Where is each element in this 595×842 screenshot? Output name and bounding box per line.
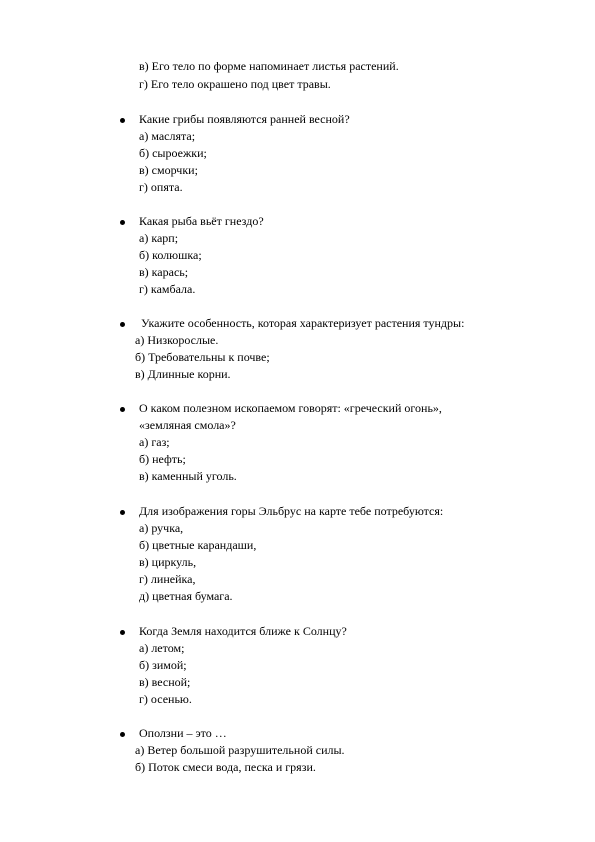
question-7-option-a: а) Ветер большой разрушительной силы. [135, 743, 345, 757]
bullet-icon [120, 510, 125, 515]
bullet-icon [120, 732, 125, 737]
question-6-option-a: а) летом; [139, 641, 185, 655]
question-4-option-c: в) каменный уголь. [139, 469, 237, 483]
question-2-option-a: а) карп; [139, 231, 179, 245]
question-3-text: Укажите особенность, которая характеризует растения тундры: [141, 316, 465, 330]
intro-line-2: г) Его тело окрашено под цвет травы. [139, 77, 331, 91]
question-4-text-line-2: «земляная смола»? [139, 418, 236, 432]
intro-line-1: в) Его тело по форме напоминает листья растений. [139, 59, 399, 73]
question-2-text: Какая рыба вьёт гнездо? [139, 214, 264, 228]
question-3-option-b: б) Требовательны к почве; [135, 350, 270, 364]
question-5-option-d: г) линейка, [139, 572, 196, 586]
question-5-option-b: б) цветные карандаши, [139, 538, 257, 552]
question-2-option-d: г) камбала. [139, 282, 196, 296]
question-3-option-c: в) Длинные корни. [135, 367, 231, 381]
question-4-option-a: а) газ; [139, 435, 170, 449]
question-7-text: Оползни – это … [139, 726, 227, 740]
bullet-icon [120, 118, 125, 123]
question-5-option-e: д) цветная бумага. [139, 589, 233, 603]
question-6-option-c: в) весной; [139, 675, 191, 689]
bullet-icon [120, 630, 125, 635]
question-5-text: Для изображения горы Эльбрус на карте тебе потребуются: [139, 504, 444, 518]
question-7-option-b: б) Поток смеси вода, песка и грязи. [135, 760, 316, 774]
question-4-text-line-1: О каком полезном ископаемом говорят: «греческий огонь», [139, 401, 442, 415]
question-1-option-c: в) сморчки; [139, 163, 198, 177]
question-1-option-b: б) сыроежки; [139, 146, 207, 160]
question-1-option-d: г) опята. [139, 180, 183, 194]
question-6-option-d: г) осенью. [139, 692, 192, 706]
question-3-option-a: а) Низкорослые. [135, 333, 219, 347]
question-4-option-b: б) нефть; [139, 452, 186, 466]
question-6-text: Когда Земля находится ближе к Солнцу? [139, 624, 347, 638]
bullet-icon [120, 220, 125, 225]
question-2-option-b: б) колюшка; [139, 248, 202, 262]
question-5-option-a: а) ручка, [139, 521, 184, 535]
question-1-option-a: а) маслята; [139, 129, 196, 143]
bullet-icon [120, 407, 125, 412]
bullet-icon [120, 322, 125, 327]
question-1-text: Какие грибы появляются ранней весной? [139, 112, 350, 126]
question-2-option-c: в) карась; [139, 265, 189, 279]
question-6-option-b: б) зимой; [139, 658, 187, 672]
question-5-option-c: в) циркуль, [139, 555, 197, 569]
